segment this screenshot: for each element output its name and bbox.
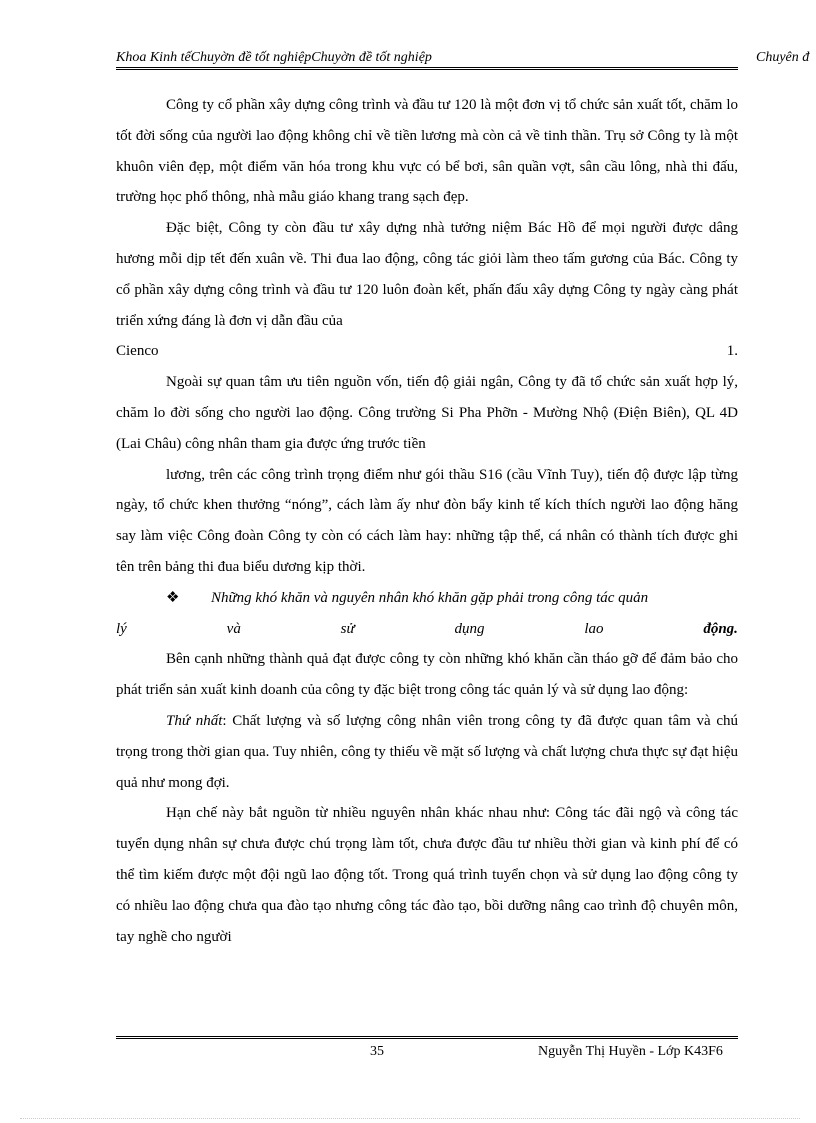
diamond-bullet-icon: ❖ [166,589,180,606]
header-title: Khoa Kinh tếChuyờn đề tốt nghiệpChuyờn đề tốt nghiệp [116,50,432,65]
paragraph-3: Ngoài sự quan tâm ưu tiên nguồn vốn, tiến độ giải ngân, Công ty đã tổ chức sản xuất hợp lý, chăm lo đời sống cho người lao động. Công trường Si Pha Phỡn - Mường Nhộ (Điện Biên), QL 4D (Lai Châu) công nhân tham gia được ứng trước tiền [116,374,738,452]
footer-author: Nguyễn Thị Huyền - Lớp K43F6 [538,1044,723,1059]
paragraph-5 [116,706,738,798]
bullet-heading-row [116,583,738,614]
header-right-title: Chuyên đ [756,50,810,65]
bullet-heading-continued [116,614,738,645]
paragraph-2-last-right: 1. [726,343,738,360]
bullet-word: dụng [454,620,485,637]
page-edge-divider [20,1118,800,1119]
paragraph-2-last-left: Cienco [116,343,159,360]
bullet-word: động. [703,620,738,637]
paragraph-4: Bên cạnh những thành quả đạt được công ty còn những khó khăn cần tháo gỡ để đảm bảo cho phát triển sản xuất kinh doanh của công ty đặc biệt trong công tác quản lý và sử dụng lao động: [116,651,738,699]
paragraph-2-last-line [116,336,738,367]
footer-rule [116,1036,738,1039]
bullet-heading: Những khó khăn và nguyên nhân khó khăn gặp phải trong công tác quản [211,589,649,606]
paragraph-5-lead: Thứ nhất [166,712,223,729]
paragraph-1: Công ty cổ phần xây dựng công trình và đầu tư 120 là một đơn vị tổ chức sản xuất tốt, chăm lo tốt đời sống của người lao động không chỉ về tiền lương mà còn cả về tinh thần. Trụ sở Công ty là một khuôn viên đẹp, một điểm văn hóa trong khu vực có bể bơi, sân quần vợt, sân cầu lông, nhà thi đấu, trường học phổ thông, nhà mẫu giáo khang trang sạch đẹp. [116,97,738,206]
bullet-word: sử [340,620,355,637]
bullet-word: lý [116,620,127,637]
bullet-word: lao [584,620,604,637]
page-number: 35 [370,1044,384,1059]
paragraph-6: Hạn chế này bắt nguồn từ nhiều nguyên nhân khác nhau như: Công tác đãi ngộ và công tác tuyển dụng nhân sự chưa được chú trọng làm tốt, chưa được đầu tư nhiều thời gian và kinh phí để có thể tìm kiếm được một đội ngũ lao động tốt. Trong quá trình tuyển chọn và sử dụng lao động công ty có nhiều lao động chưa qua đào tạo nhưng công tác đào tạo, bồi dưỡng nâng cao trình độ chuyên môn, tay nghề cho người [116,805,738,945]
paragraph-5-text: : Chất lượng và số lượng công nhân viên trong công ty đã được quan tâm và chú trọng trong thời gian qua. Tuy nhiên, công ty thiếu về mặt số lượng và chất lượng chưa thực sự đạt hiệu quả như mong đợi. [116,712,738,791]
paragraph-2: Đặc biệt, Công ty còn đầu tư xây dựng nhà tưởng niệm Bác Hồ để mọi người được dâng hương mỗi dịp tết đến xuân về. Thi đua lao động, công tác giỏi làm theo tấm gương của Bác. Công ty cổ phần xây dựng công trình và đầu tư 120 luôn đoàn kết, phấn đấu xây dựng Công ty ngày càng phát triển xứng đáng là đơn vị dẫn đầu của [116,220,738,329]
bullet-word: và [226,620,241,637]
document-body [116,90,738,952]
paragraph-3-continued: lương, trên các công trình trọng điểm như gói thầu S16 (cầu Vĩnh Tuy), tiến độ được lập từng ngày, tổ chức khen thưởng “nóng”, cách làm ấy như đòn bẩy kinh tế kích thích người lao động hăng say làm việc Công đoàn Công ty còn có cách làm hay: những tập thể, cá nhân có thành tích được ghi tên trên bảng thi đua biểu dương kịp thời. [116,466,738,575]
header-rule [116,67,738,70]
